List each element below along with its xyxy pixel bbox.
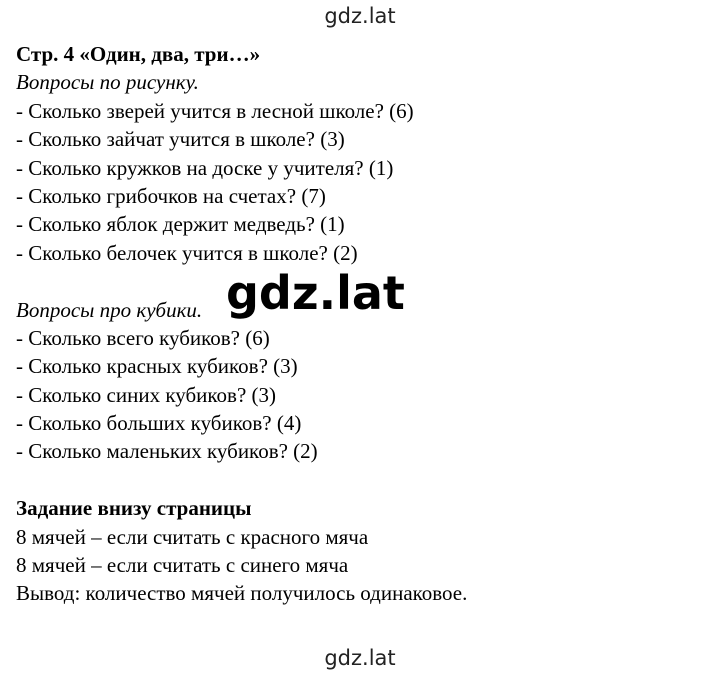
- bottom-task-line: 8 мячей – если считать с синего мяча: [16, 553, 349, 578]
- picture-question-item: - Сколько белочек учится в школе? (2): [16, 240, 358, 265]
- picture-question-item: - Сколько грибочков на счетах? (7): [16, 183, 326, 208]
- picture-question-item: - Сколько зайчат учится в школе? (3): [16, 127, 345, 152]
- watermark-middle: gdz.lat: [226, 266, 405, 320]
- picture-question-item: - Сколько яблок держит медведь? (1): [16, 212, 345, 237]
- document-body: [16, 40, 706, 608]
- watermark-top: gdz.lat: [324, 4, 396, 28]
- picture-question-item: - Сколько зверей учится в лесной школе? (6): [16, 98, 414, 123]
- watermark-bottom: gdz.lat: [324, 646, 396, 670]
- page-heading: Стр. 4 «Один, два, три…»: [16, 42, 261, 66]
- picture-question-item: - Сколько кружков на доске у учителя? (1): [16, 155, 394, 180]
- cube-question-item: - Сколько больших кубиков? (4): [16, 411, 302, 436]
- bottom-task-title: Задание внизу страницы: [16, 496, 252, 521]
- picture-questions-title: Вопросы по рисунку.: [16, 70, 199, 95]
- bottom-task-line: 8 мячей – если считать с красного мяча: [16, 524, 369, 549]
- section-spacer: [16, 466, 706, 494]
- bottom-task-conclusion: Вывод: количество мячей получилось одинаковое.: [16, 581, 468, 606]
- cube-question-item: - Сколько синих кубиков? (3): [16, 382, 276, 407]
- cube-questions-title: Вопросы про кубики.: [16, 297, 203, 322]
- cube-question-item: - Сколько всего кубиков? (6): [16, 325, 270, 350]
- cube-question-item: - Сколько красных кубиков? (3): [16, 354, 298, 379]
- cube-question-item: - Сколько маленьких кубиков? (2): [16, 439, 318, 464]
